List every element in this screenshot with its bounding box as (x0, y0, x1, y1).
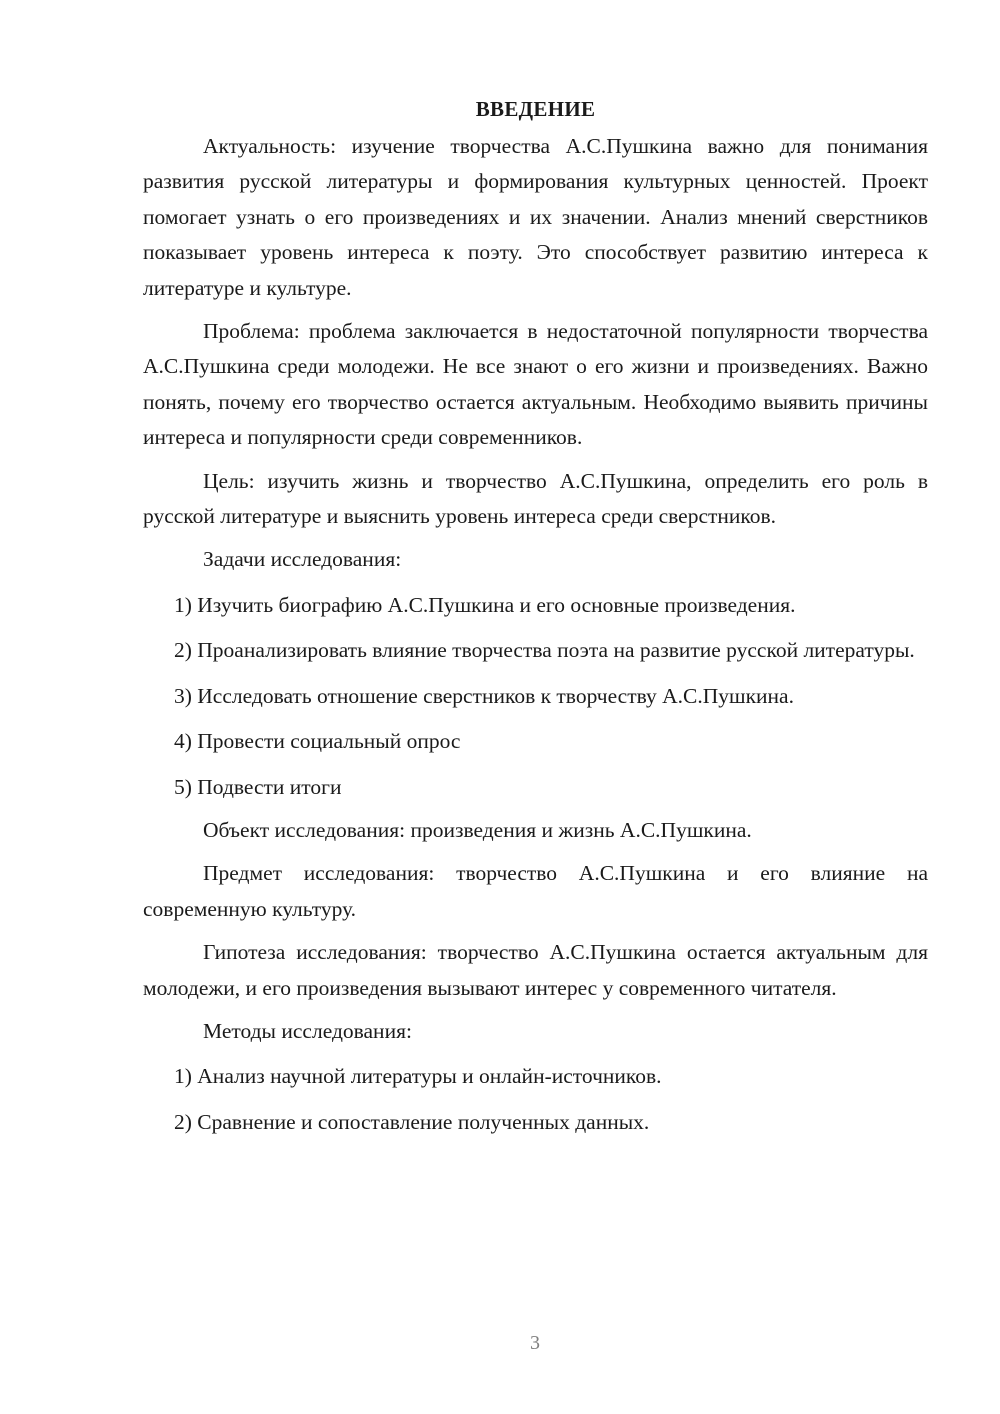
relevance-paragraph: Актуальность: изучение творчества А.С.Пушкина важно для понимания развития русской литературы и формирования культурных ценностей. Проект помогает узнать о его произведениях и их значении. Анализ мнений сверстников показывает уровень интереса к поэту. Это способствует развитию интереса к литературе и культуре. (143, 134, 928, 300)
hypothesis-paragraph: Гипотеза исследования: творчество А.С.Пушкина остается актуальным для молодежи, и его произведения вызывают интерес у современного читателя. (143, 940, 928, 1000)
task-item-1: 1) Изучить биографию А.С.Пушкина и его основные произведения. (174, 592, 796, 617)
task-item-2: 2) Проанализировать влияние творчества поэта на развитие русской литературы. (174, 638, 915, 663)
methods-heading: Методы исследования: (203, 1018, 412, 1043)
document-page (143, 92, 928, 1140)
goal-paragraph: Цель: изучить жизнь и творчество А.С.Пушкина, определить его роль в русской литературе и выяснить уровень интереса среди сверстников. (143, 468, 928, 529)
method-item-2: 2) Сравнение и сопоставление полученных данных. (174, 1109, 650, 1134)
tasks-heading: Задачи исследования: (203, 547, 402, 572)
task-item-4: 4) Провести социальный опрос (174, 729, 461, 754)
page-title: ВВЕДЕНИЕ (475, 97, 596, 121)
problem-paragraph: Проблема: проблема заключается в недостаточной популярности творчества А.С.Пушкина среди молодежи. Не все знают о его жизни и произведениях. Важно понять, почему его творчество остается актуальным. Необходимо выявить причины интереса и популярности среди современников. (143, 319, 928, 450)
subject-paragraph: Предмет исследования: творчество А.С.Пушкина и его влияние на современную культуру. (143, 861, 928, 921)
object-paragraph: Объект исследования: произведения и жизнь А.С.Пушкина. (203, 817, 752, 842)
task-item-5: 5) Подвести итоги (174, 774, 342, 799)
task-item-3: 3) Исследовать отношение сверстников к творчеству А.С.Пушкина. (174, 683, 794, 708)
method-item-1: 1) Анализ научной литературы и онлайн-источников. (174, 1064, 662, 1089)
page-number: 3 (530, 1332, 540, 1354)
